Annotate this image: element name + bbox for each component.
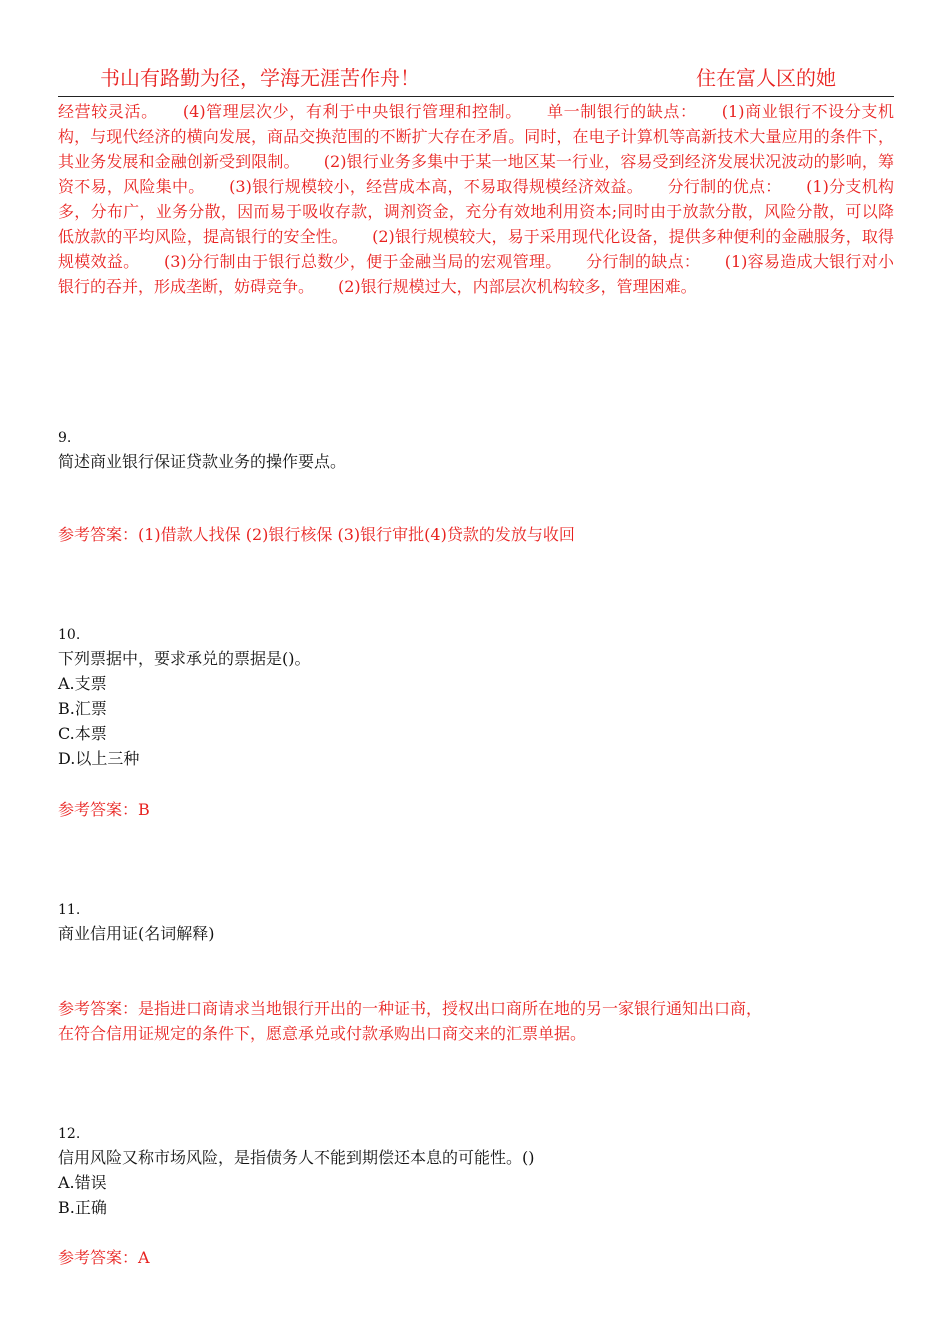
continued-answer-text: 经营较灵活。 (4)管理层次少，有利于中央银行管理和控制。 单一制银行的缺点： (1)商业银行不设分支机构，与现代经济的横向发展，商品交换范围的不断扩大存在矛盾。同时，在电子计算机等高新技术大量应用的条件下，其业务发展和金融创新受到限制。 (2)银行业务多集中于某一地区某一行业，容易受到经济发展状况波动的影响，筹资不易，风险集中。 (3)银行规模较小，经营成本高，不易取得规模经济效益。 分行制的优点： (1)分支机构多，分布广，业务分散，因而易于吸收存款，调剂资金，充分有效地利用资本;同时由于放款分散，风险分散，可以降低放款的平均风险，提高银行的安全性。 (2)银行规模较大，易于采用现代化设备，提供多种便利的金融服务，取得规模效益。 (3)分行制由于银行总数少，便于金融当局的宏观管理。 分行制的缺点： (1)容易造成大银行对小银行的吞并，形成垄断，妨碍竞争。 (2)银行规模过大，内部层次机构较多，管理困难。: [58, 102, 894, 296]
question-stem: 下列票据中，要求承兑的票据是()。: [58, 649, 311, 668]
question-number: 10.: [58, 627, 81, 643]
question-stem: 简述商业银行保证贷款业务的操作要点。: [58, 452, 347, 471]
question-10: [58, 624, 894, 771]
question-12: [58, 1123, 894, 1220]
option-b: B.汇票: [58, 699, 107, 718]
option-a: A.支票: [58, 674, 107, 693]
header-right-motto: 住在富人区的她: [696, 66, 836, 90]
question-11: [58, 899, 894, 946]
question-stem: 信用风险又称市场风险，是指债务人不能到期偿还本息的可能性。(): [58, 1148, 535, 1167]
answer-9: 参考答案：(1)借款人找保 (2)银行核保 (3)银行审批(4)贷款的发放与收回: [58, 525, 575, 544]
header-left-motto: 书山有路勤为径，学海无涯苦作舟！: [100, 66, 420, 90]
question-number: 11.: [58, 902, 81, 918]
answer-10: 参考答案：B: [58, 800, 150, 819]
question-number: 12.: [58, 1126, 81, 1142]
option-a: A.错误: [58, 1173, 107, 1192]
answer-12: 参考答案：A: [58, 1248, 150, 1267]
option-d: D.以上三种: [58, 749, 140, 768]
answer-11: [58, 996, 894, 1046]
question-9: [58, 427, 894, 474]
header-divider: [58, 96, 894, 97]
page-header: [100, 62, 860, 94]
option-b: B.正确: [58, 1198, 107, 1217]
question-stem: 商业信用证(名词解释): [58, 924, 215, 943]
option-c: C.本票: [58, 724, 107, 743]
answer-line: 在符合信用证规定的条件下，愿意承兑或付款承购出口商交来的汇票单据。: [58, 1024, 587, 1043]
question-number: 9.: [58, 430, 72, 446]
answer-line: 参考答案：是指进口商请求当地银行开出的一种证书，授权出口商所在地的另一家银行通知出口商，: [58, 999, 763, 1018]
